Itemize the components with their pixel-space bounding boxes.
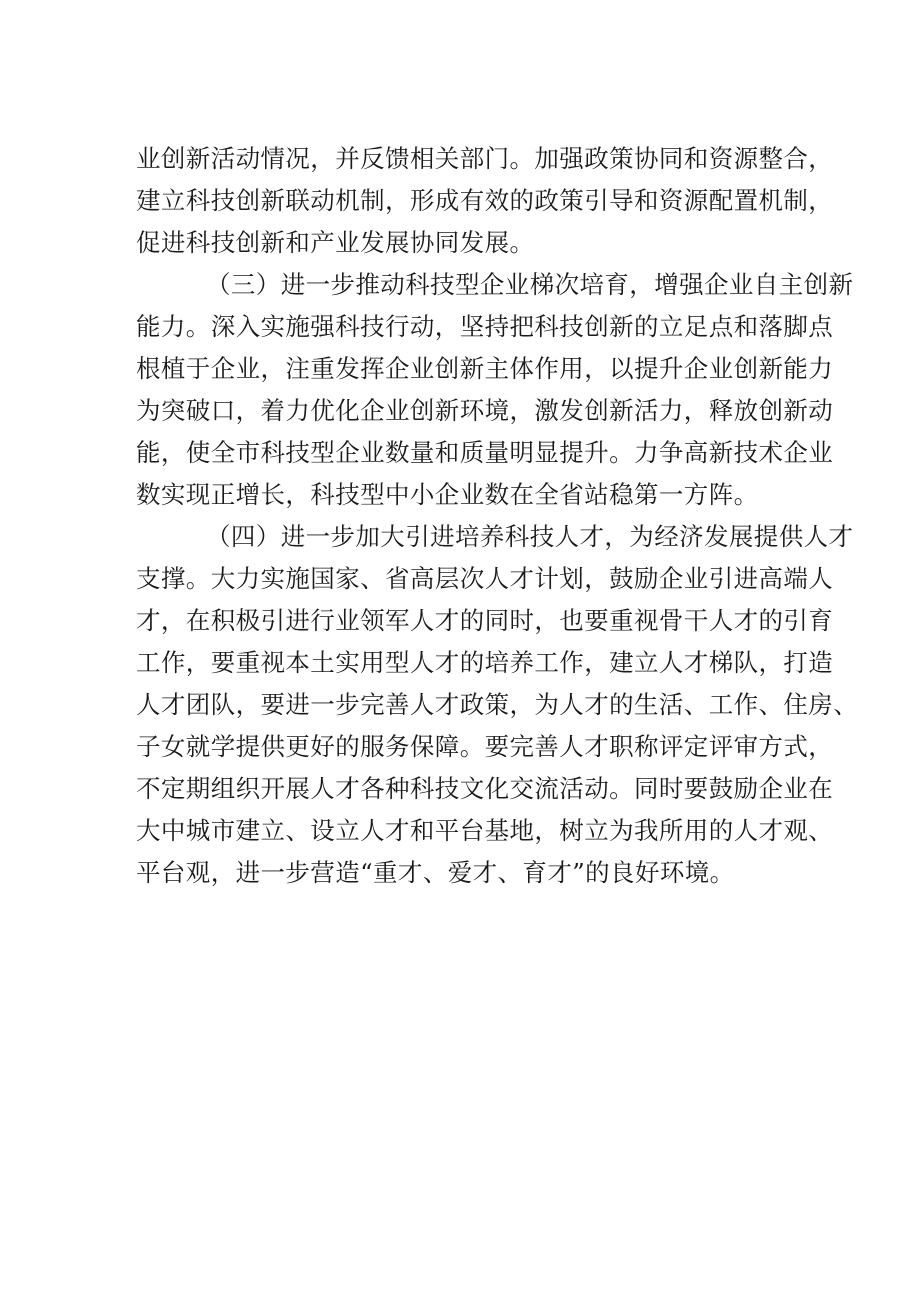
text-line: 为突破口，着力优化企业创新环境，激发创新活力，释放创新动	[136, 396, 834, 425]
text-line: 大中城市建立、设立人才和平台基地，树立为我所用的人才观、	[136, 816, 834, 845]
text-line: 工作，要重视本土实用型人才的培养工作，建立人才梯队，打造	[136, 648, 834, 677]
text-line: 平台观，进一步营造“重才、爱才、育才”的良好环境。	[136, 858, 735, 887]
section-heading-line: （四）进一步加大引进培养科技人才，为经济发展提供人才	[206, 522, 854, 551]
text-line: 根植于企业，注重发挥企业创新主体作用，以提升企业创新能力	[136, 354, 834, 383]
text-line: 业创新活动情况，并反馈相关部门。加强政策协同和资源整合，	[136, 144, 834, 173]
text-line: 不定期组织开展人才各种科技文化交流活动。同时要鼓励企业在	[136, 774, 834, 803]
text-line: 能，使全市科技型企业数量和质量明显提升。力争高新技术企业	[136, 438, 834, 467]
text-line: 人才团队，要进一步完善人才政策，为人才的生活、工作、住房、	[136, 690, 859, 719]
text-line: 能力。深入实施强科技行动，坚持把科技创新的立足点和落脚点	[136, 312, 834, 341]
text-line: 促进科技创新和产业发展协同发展。	[136, 228, 535, 257]
text-line: 建立科技创新联动机制，形成有效的政策引导和资源配置机制，	[136, 186, 834, 215]
text-line: 才，在积极引进行业领军人才的同时，也要重视骨干人才的引育	[136, 606, 834, 635]
text-line: 子女就学提供更好的服务保障。要完善人才职称评定评审方式，	[136, 732, 834, 761]
section-heading-line: （三）进一步推动科技型企业梯次培育，增强企业自主创新	[206, 270, 854, 299]
text-line: 数实现正增长，科技型中小企业数在全省站稳第一方阵。	[136, 480, 759, 509]
document-body	[136, 138, 859, 894]
text-line: 支撑。大力实施国家、省高层次人才计划，鼓励企业引进高端人	[136, 564, 834, 593]
